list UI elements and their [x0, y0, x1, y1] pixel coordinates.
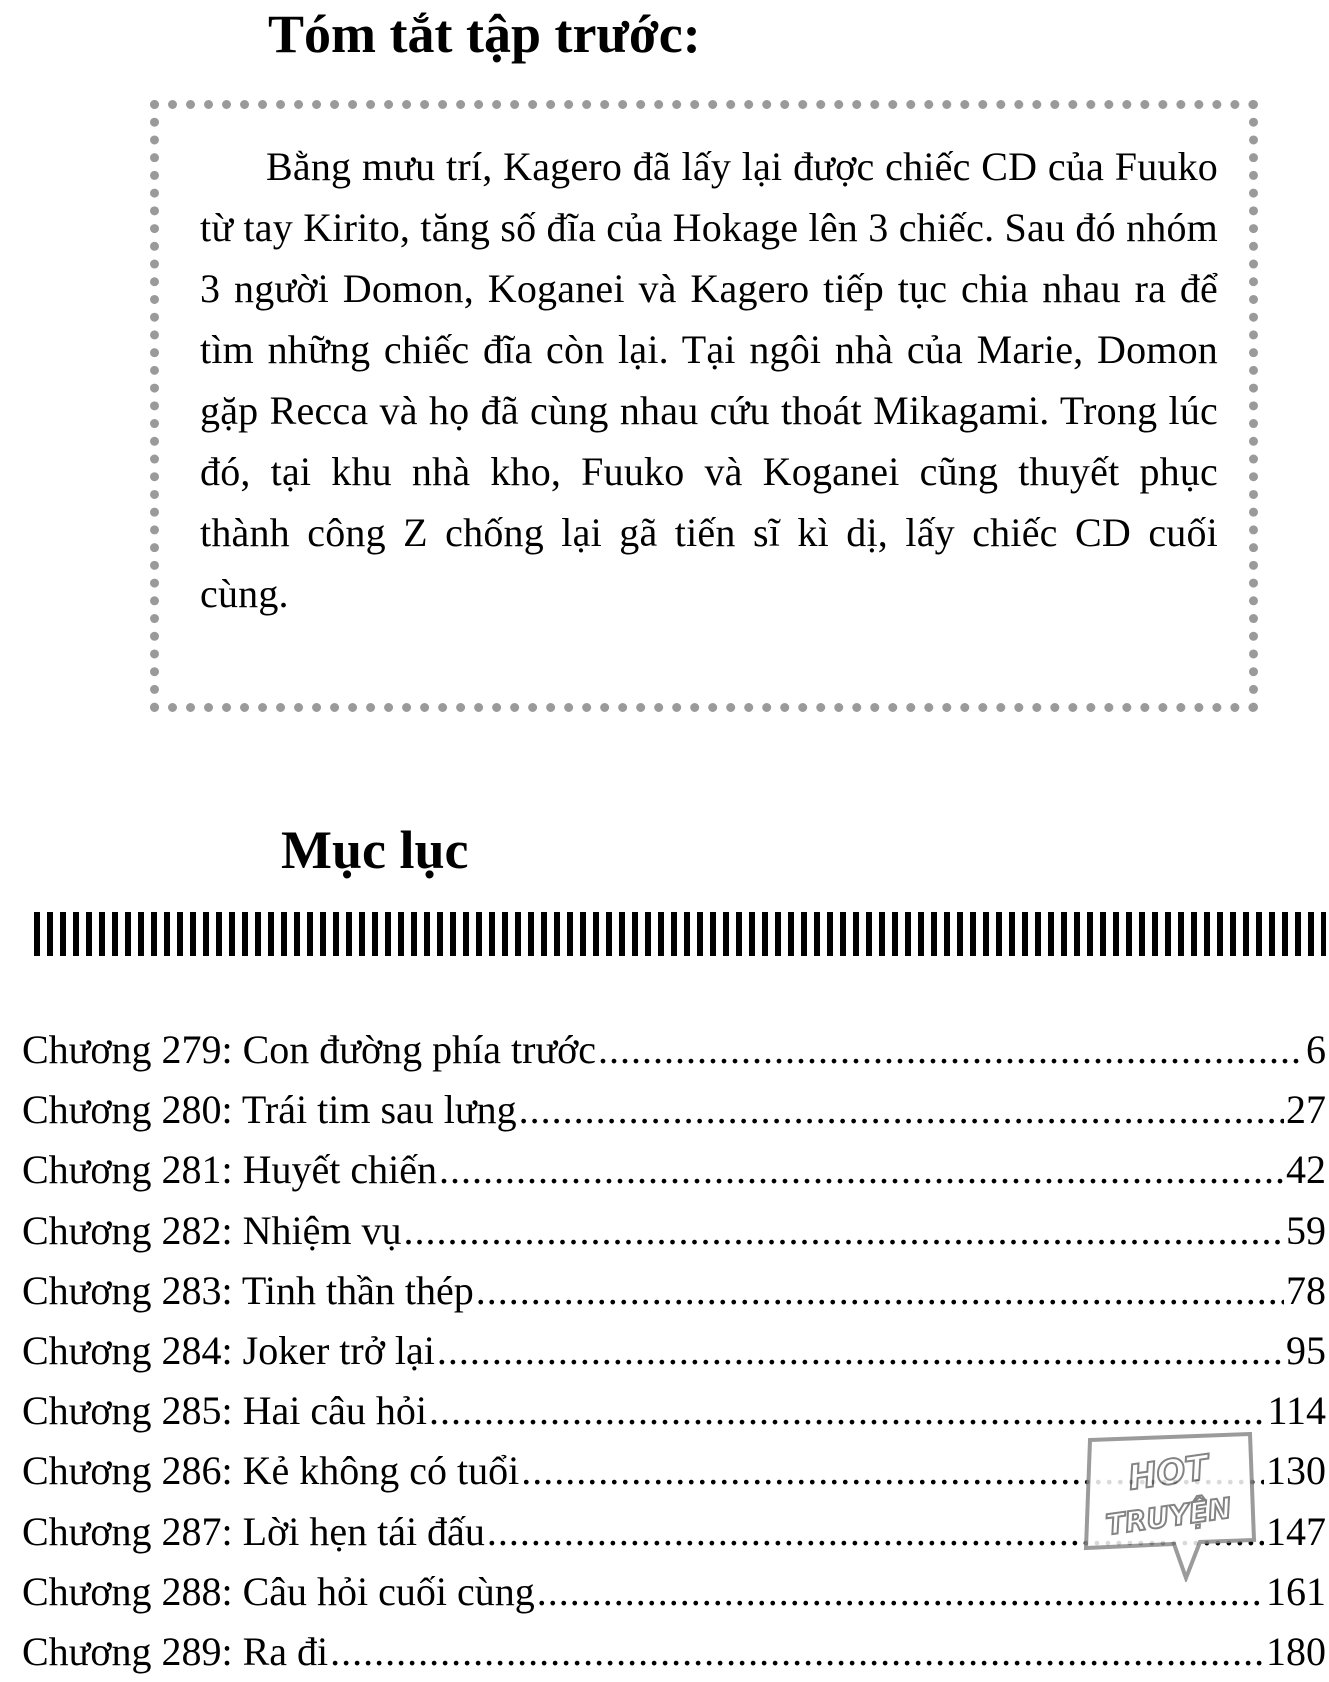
watermark-logo-line1: HOT	[1125, 1447, 1212, 1499]
toc-chapter-title: Chương 280: Trái tim sau lưng	[22, 1087, 517, 1133]
toc-title: Mục lục	[281, 820, 469, 880]
summary-text: Bằng mưu trí, Kagero đã lấy lại được chiếc CD của Fuuko từ tay Kirito, tăng số đĩa của Hokage lên 3 chiếc. Sau đó nhóm 3 người Domon, Koganei và Kagero tiếp tục chia nhau ra để tìm những chiếc đĩa còn lại. Tại ngôi nhà của Marie, Domon gặp Recca và họ đã cùng nhau cứu thoát Mikagami. Trong lúc đó, tại khu nhà kho, Fuuko và Koganei cũng thuyết phục thành công Z chống lại gã tiến sĩ kì dị, lấy chiếc CD cuối cùng.	[200, 144, 1218, 616]
dot-leader	[439, 1140, 1284, 1200]
toc-item	[22, 1261, 1326, 1321]
toc-chapter-title: Chương 284: Joker trở lại	[22, 1327, 435, 1373]
toc-page-number: 42	[1286, 1147, 1326, 1193]
toc-page-number: 180	[1266, 1628, 1326, 1674]
toc-item	[22, 1321, 1326, 1381]
toc-chapter-title: Chương 279: Con đường phía trước	[22, 1027, 597, 1072]
toc-item	[22, 1622, 1326, 1682]
toc-item	[22, 1080, 1326, 1140]
watermark-logo-line2: TRUYỆN	[1103, 1491, 1234, 1542]
summary-title: Tóm tắt tập trước:	[268, 4, 701, 64]
toc-item	[22, 1020, 1326, 1080]
dot-leader	[437, 1321, 1284, 1381]
toc-page-number: 6	[1306, 1027, 1326, 1072]
toc-list	[22, 1020, 1326, 1682]
toc-item	[22, 1201, 1326, 1261]
dot-leader	[404, 1201, 1285, 1261]
toc-page-number: 147	[1266, 1508, 1326, 1554]
toc-page-number: 27	[1286, 1087, 1326, 1133]
dot-leader	[519, 1080, 1284, 1140]
toc-page-number: 161	[1266, 1568, 1326, 1614]
dot-leader	[598, 1020, 1304, 1080]
toc-page-number: 114	[1267, 1388, 1326, 1434]
toc-page-number: 95	[1286, 1327, 1326, 1373]
toc-chapter-title: Chương 287: Lời hẹn tái đấu	[22, 1508, 485, 1554]
toc-divider	[34, 912, 1326, 956]
toc-chapter-title: Chương 281: Huyết chiến	[22, 1147, 437, 1193]
dot-leader	[330, 1622, 1264, 1682]
hot-truyen-watermark-logo	[1082, 1432, 1258, 1582]
toc-chapter-title: Chương 283: Tinh thần thép	[22, 1267, 474, 1313]
toc-chapter-title: Chương 282: Nhiệm vụ	[22, 1207, 402, 1253]
toc-page-number: 59	[1286, 1207, 1326, 1253]
toc-item	[22, 1140, 1326, 1200]
toc-page-number: 78	[1286, 1267, 1326, 1313]
toc-chapter-title: Chương 288: Câu hỏi cuối cùng	[22, 1568, 535, 1614]
toc-page-number: 130	[1266, 1448, 1326, 1494]
toc-chapter-title: Chương 285: Hai câu hỏi	[22, 1388, 427, 1434]
dot-leader	[476, 1261, 1284, 1321]
toc-chapter-title: Chương 286: Kẻ không có tuổi	[22, 1448, 520, 1494]
toc-chapter-title: Chương 289: Ra đi	[22, 1628, 329, 1674]
